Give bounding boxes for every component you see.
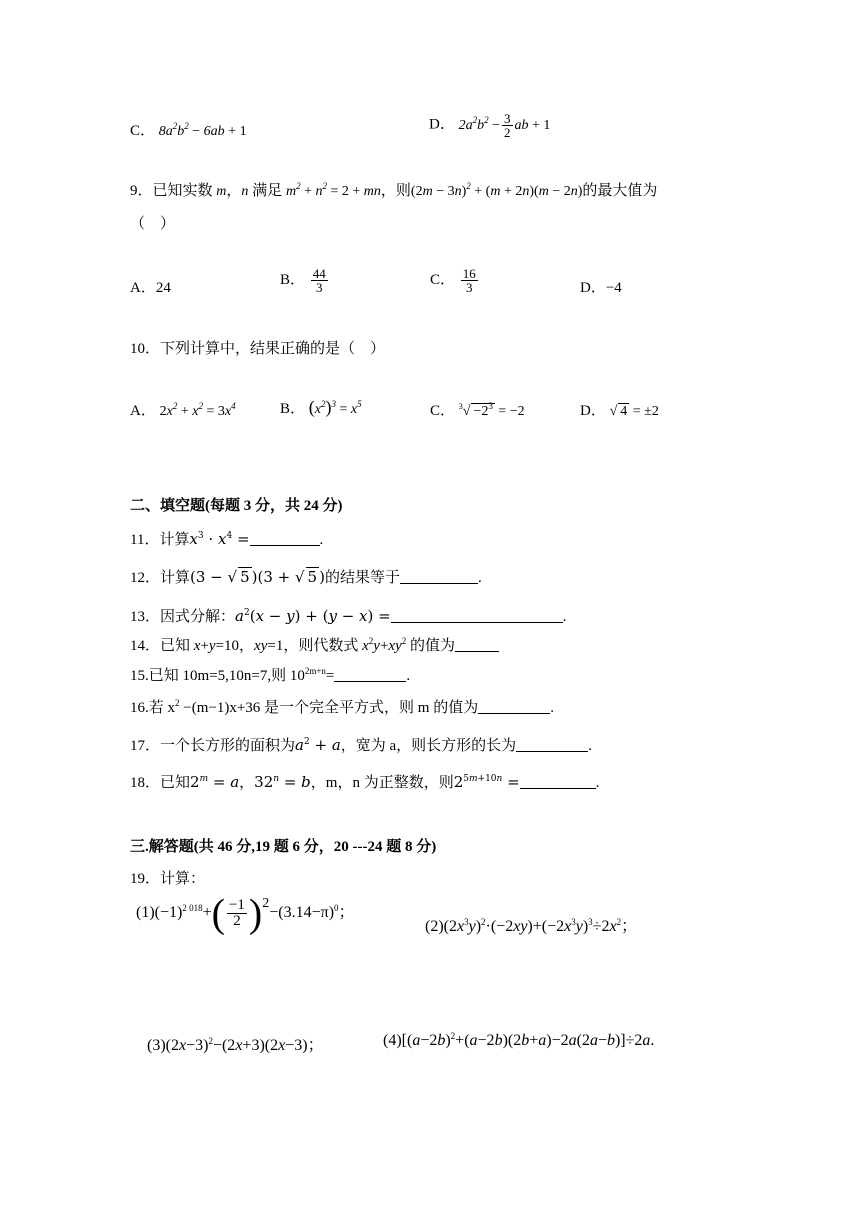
q9-option-b: B． $\frac{44}{3}$ (280, 266, 326, 295)
question-10-stem: 10．下列计算中，结果正确的是（ ） (130, 341, 386, 357)
answer-blank[interactable] (516, 737, 588, 752)
question-15: 15.已知 10m=5,10n=7,则 $10^{2m+n}=$ . (130, 666, 411, 684)
q19-part-4: $(4)[(a-2b)^2+(a-2b)(2b+a)-2a(2a-b)]\div 2a$. (383, 1031, 655, 1049)
section-3-heading: 三.解答题(共 46 分,19 题 6 分，20 ---24 题 8 分) (130, 839, 437, 855)
option-label: C． (130, 123, 156, 139)
q8-option-d (429, 112, 550, 139)
option-expression: $2a^2b^2$ − $\frac{3}{2}$ ab + 1 (458, 111, 551, 140)
option-expression: $8a^2b^2 - 6ab + 1$ (158, 121, 247, 139)
q19-part-3: $(3)(2x-3)^2-(2x+3)(2x-3)$； (147, 1036, 324, 1054)
q9-option-c: C． $\frac{16}{3}$ (430, 266, 476, 295)
question-19-stem: 19．计算： (130, 871, 206, 887)
q10-option-b: B． $(x^2)^3 = x^5$ (280, 397, 362, 417)
question-9-paren: （ ） (130, 216, 176, 232)
q9-option-a: A．24 (130, 280, 171, 296)
q10-option-d: D． √ 4 = ±2 (580, 403, 659, 419)
option-label: D． (429, 116, 455, 133)
q8-option-c (130, 119, 247, 140)
q19-part-2: $(2)(2x^3y)^2\cdot(-2xy)+(-2x^3y)^3\div 2x^2$； (425, 917, 638, 935)
question-12: 12．计算(3 − √ 5 )(3 + √ 5 )的结果等于 . (130, 568, 482, 586)
question-17: 17．一个长方形的面积为$a^2 + a$，宽为 a，则长方形的长为 . (130, 736, 592, 754)
answer-blank[interactable] (391, 608, 563, 623)
question-16: 16.若 $x^2 -(m-1)x+36$ 是一个完全平方式，则 m 的值为 . (130, 698, 554, 716)
answer-blank[interactable] (455, 637, 499, 652)
question-9-stem: 9．已知实数 m，n 满足 $m^2 + n^2 = 2$ + mn，则$(2m - 3n)^2 + (m + 2n)(m - 2n)$的最大值为 (130, 181, 658, 199)
question-13: 13．因式分解：$a^2(x - y) + (y - x)$ = . (130, 607, 567, 625)
question-18: 18．已知$2^m = a$，$32^n = b$，m，n 为正整数，则$2^{5m+10n}$ = . (130, 773, 600, 791)
question-14: 14．已知 x+y=10，xy=1，则代数式 $x^2y+xy^2$ 的值为 (130, 634, 499, 655)
answer-blank[interactable] (250, 531, 320, 546)
q10-option-c: C． $^3√ -2^3 = -2$ (430, 401, 525, 419)
answer-blank[interactable] (334, 667, 406, 682)
section-2-heading: 二、填空题(每题 3 分，共 24 分) (130, 498, 343, 514)
q9-option-d: D．−4 (580, 280, 622, 296)
question-11: 11．计算$x^3 \cdot x^4$ = . (130, 530, 324, 548)
q19-part-1: $(1)(-1)^{2 018}+$( $\frac{-1}{2}$ )$^2-(3.14-\pi)^0$； (136, 890, 355, 936)
q10-option-a: A． $2x^2 + x^2 = 3x^4$ (130, 401, 236, 419)
answer-blank[interactable] (478, 699, 550, 714)
answer-blank[interactable] (520, 774, 596, 789)
answer-blank[interactable] (400, 569, 478, 584)
